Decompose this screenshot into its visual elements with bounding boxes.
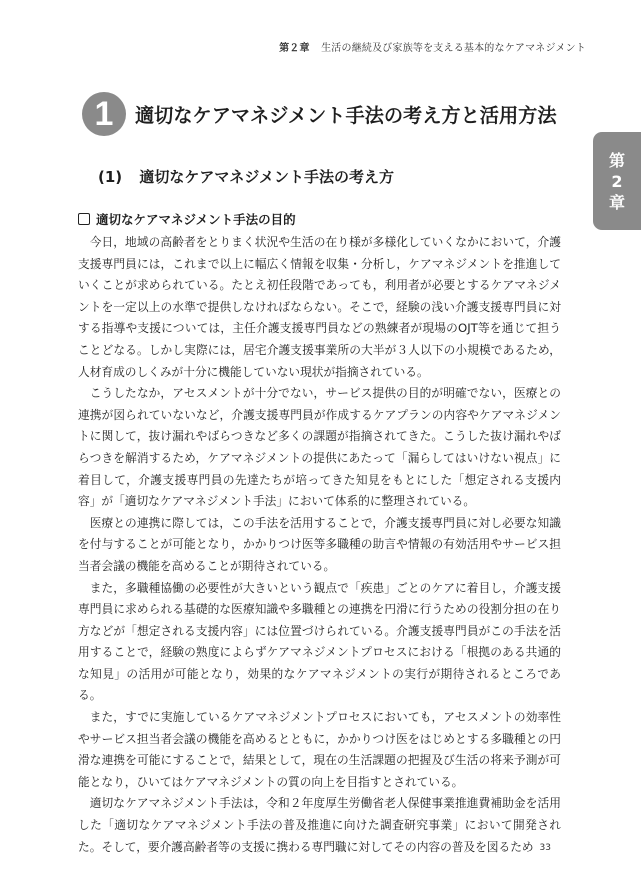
paragraph: また，多職種協働の必要性が大きいという観点で「疾患」ごとのケアに着目し，介護支援専門員に求められる基礎的な医療知識や多職種との連携を円滑に行うための役割分担の在り方などが「想定される支援内容」には位置づけられている。介護支援専門員がこの手法を活用することで，経験の熟度によらずケアマネジメントプロセスにおける「根拠のある共通的な知見」の活用が可能となり，効果的なケアマネジメントの実行が期待されるところである。	[78, 580, 561, 703]
chapter-tab-line2: 2	[611, 171, 623, 191]
paragraph: 医療との連携に際しては，この手法を活用することで，介護支援専門員に対し必要な知識を付与することが可能となり，かかりつけ医等多職種の助言や情報の有効活用やサービス担当者会議の機能を高めることが期待されている。	[78, 515, 561, 573]
topic-title: 適切なケアマネジメント手法の目的	[96, 212, 296, 227]
running-header-chapter-label: 第２章	[279, 43, 310, 54]
running-header-chapter-title: 生活の継続及び家族等を支える基本的なケアマネジメント	[321, 43, 586, 54]
paragraph: 適切なケアマネジメント手法は，令和２年度厚生労働省老人保健事業推進費補助金を活用した「適切なケアマネジメント手法の普及推進に向けた調査研究事業」において開発された。そして，要介護高齢者等の支援に携わる専門職に対してその内容の普及を図るため	[78, 796, 561, 854]
paragraph: 今日，地域の高齢者をとりまく状況や生活の在り様が多様化していくなかにおいて，介護支援専門員には，これまで以上に幅広く情報を収集・分析し，ケアマネジメントを推進していくことが求められている。たとえ初任段階であっても，利用者が必要とするケアマネジメントを一定以上の水準で提供しなければならない。そこで，経験の浅い介護支援専門員に対する指導や支援については，主任介護支援専門員などの熟練者が現場のOJT等を通じて担うことどなる。しかし実際には，居宅介護支援事業所の大半が３人以下の小規模であるため，人材育成のしくみが十分に機能していない現状が指摘されている。	[78, 235, 561, 379]
subsection-number: (1)	[98, 168, 123, 186]
topic-heading	[78, 210, 296, 228]
body-text	[78, 232, 561, 858]
section-heading	[82, 92, 557, 136]
subsection-heading	[98, 166, 394, 187]
subsection-title: 適切なケアマネジメント手法の考え方	[139, 168, 394, 186]
checkbox-icon	[78, 213, 90, 225]
section-number-badge: 1	[82, 92, 126, 136]
chapter-tab	[593, 132, 641, 230]
paragraph: また，すでに実施しているケアマネジメントプロセスにおいても，アセスメントの効率性やサービス担当者会議の機能を高めるとともに，かかりつけ医をはじめとする多職種との円滑な連携を可能にすることで，結果として，現在の生活課題の把握及び生活の将来予測が可能となり，ひいてはケアマネジメントの質の向上を目指すとされている。	[78, 710, 561, 789]
section-title: 適切なケアマネジメント手法の考え方と活用方法	[135, 103, 557, 127]
page-number: 33	[539, 843, 551, 853]
chapter-tab-line1: 第	[608, 150, 625, 170]
chapter-tab-line3: 章	[608, 192, 625, 212]
paragraph: こうしたなか，アセスメントが十分でない，サービス提供の目的が明確でない，医療との連携が図られていないなど，介護支援専門員が作成するケアプランの内容やケアマネジメントに関して，抜け漏れやばらつきなど多くの課題が指摘されてきた。こうした抜け漏れやばらつきを解消するため，ケアマネジメントの提供にあたって「漏らしてはいけない視点」に着目して，介護支援専門員の先達たちが培ってきた知見をもとにした「想定される支援内容」が「適切なケアマネジメント手法」において体系的に整理されている。	[78, 386, 561, 509]
running-header	[279, 39, 586, 54]
